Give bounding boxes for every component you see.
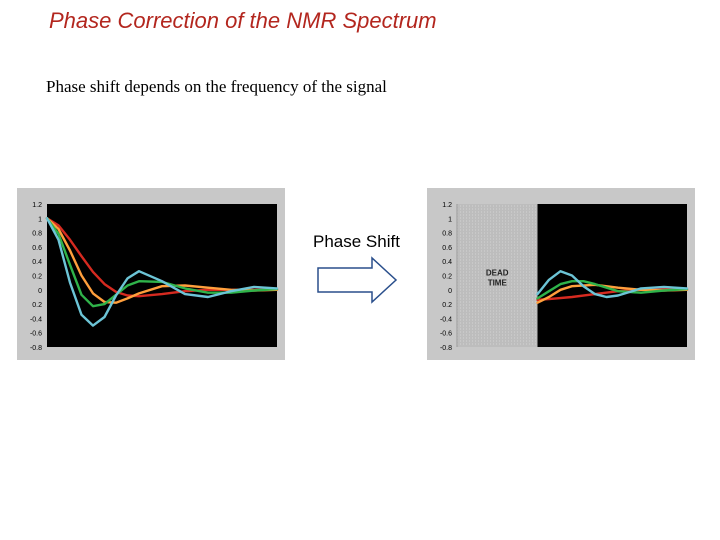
after-y-tick-label: 0.4 xyxy=(442,259,452,267)
before-y-tick-label: -0.4 xyxy=(29,316,42,324)
before-y-tick-label: 1 xyxy=(38,216,42,224)
page-title: Phase Correction of the NMR Spectrum xyxy=(49,8,437,33)
before-y-tick-label: -0.6 xyxy=(29,330,42,338)
after-y-tick-label: 1 xyxy=(448,216,452,224)
before-y-tick-label: 0.8 xyxy=(32,230,42,238)
phase-shift-label: Phase Shift xyxy=(313,232,400,251)
before-y-tick-label: 0 xyxy=(38,287,42,295)
after-y-tick-label: 0.2 xyxy=(442,302,452,310)
after-y-tick-label: -0.4 xyxy=(439,316,452,324)
before-y-tick-label: 0.2 xyxy=(32,273,42,281)
after-dead-time-label: DEAD xyxy=(485,268,509,278)
after-y-tick-label: 0.2 xyxy=(442,273,452,281)
right-arrow-icon xyxy=(316,256,400,304)
after-y-tick-label: 0.6 xyxy=(442,244,452,252)
after-y-tick-label: -0.6 xyxy=(439,330,452,338)
after-y-tick-label: 1.2 xyxy=(442,202,452,209)
after-dead-time-label: TIME xyxy=(487,278,507,288)
after-y-tick-label: 0 xyxy=(448,287,452,295)
fid-plot-before-svg xyxy=(17,188,285,360)
fid-plot-before xyxy=(17,188,285,360)
after-y-tick-label: -0.8 xyxy=(439,345,452,352)
after-y-tick-label: 0.8 xyxy=(442,230,452,238)
fid-plot-after xyxy=(427,188,695,360)
before-y-tick-label: 0.4 xyxy=(32,259,42,267)
fid-plot-after-svg xyxy=(427,188,695,360)
before-y-tick-label: 1.2 xyxy=(32,202,42,209)
before-y-tick-label: 0.2 xyxy=(32,302,42,310)
page-subtitle: Phase shift depends on the frequency of the signal xyxy=(46,77,387,96)
before-y-tick-label: -0.8 xyxy=(29,345,42,352)
before-y-tick-label: 0.6 xyxy=(32,244,42,252)
